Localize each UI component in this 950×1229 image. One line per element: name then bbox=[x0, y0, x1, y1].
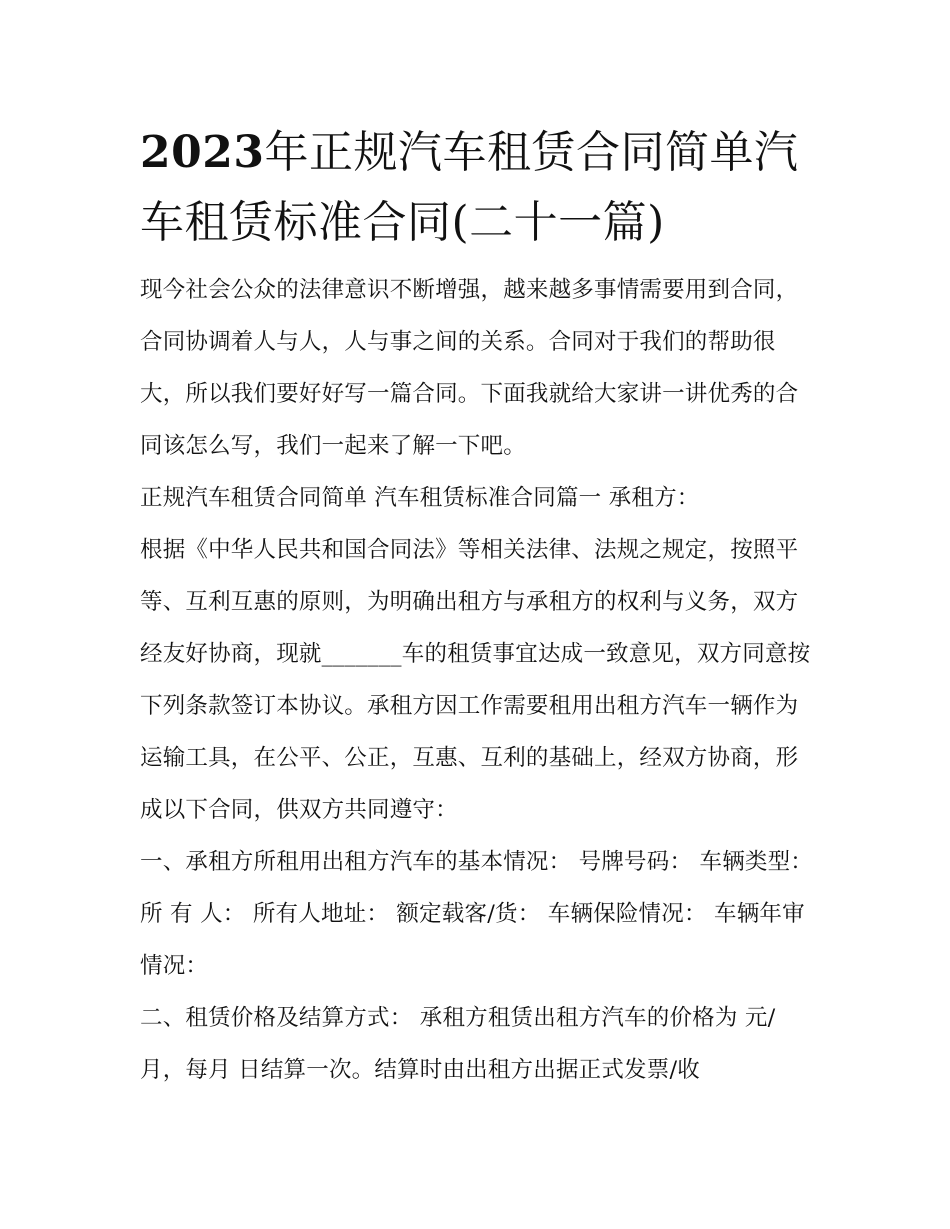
paragraph-clause-1: 一、承租方所租用出租方汽车的基本情况： 号牌号码： 车辆类型： 所 有 人： 所有人地址： 额定载客/货： 车辆保险情况： 车辆年审情况： bbox=[140, 849, 814, 979]
title-year: 2023 bbox=[140, 127, 265, 178]
paragraph-preamble: 根据《中华人民共和国合同法》等相关法律、法规之规定，按照平等、互利互惠的原则，为明确出租方与承租方的权利与义务，双方经友好协商，现就_______车的租赁事宜达成一致意见，双方同意按下列条款签订本协议。承租方因工作需要租用出租方汽车一辆作为运输工具，在公平、公正，互惠、互利的基础上，经双方协商，形成以下合同，供双方共同遵守： bbox=[140, 537, 811, 823]
paragraph-intro: 现今社会公众的法律意识不断增强，越来越多事情需要用到合同，合同协调着人与人，人与事之间的关系。合同对于我们的帮助很大，所以我们要好好写一篇合同。下面我就给大家讲一讲优秀的合同该怎么写，我们一起来了解一下吧。 bbox=[140, 277, 799, 459]
paragraph-clause-2: 二、租赁价格及结算方式： 承租方租赁出租方汽车的价格为 元/月，每月 日结算一次。结算时由出租方出据正式发票/收 bbox=[140, 1005, 776, 1083]
document-title bbox=[140, 118, 815, 258]
paragraph-contract-heading: 正规汽车租赁合同简单 汽车租赁标准合同篇一 承租方： bbox=[140, 485, 700, 511]
title-text: 年正规汽车租赁合同简单汽车租赁标准合同(二十一篇) bbox=[140, 127, 799, 248]
document-body bbox=[140, 118, 815, 1096]
